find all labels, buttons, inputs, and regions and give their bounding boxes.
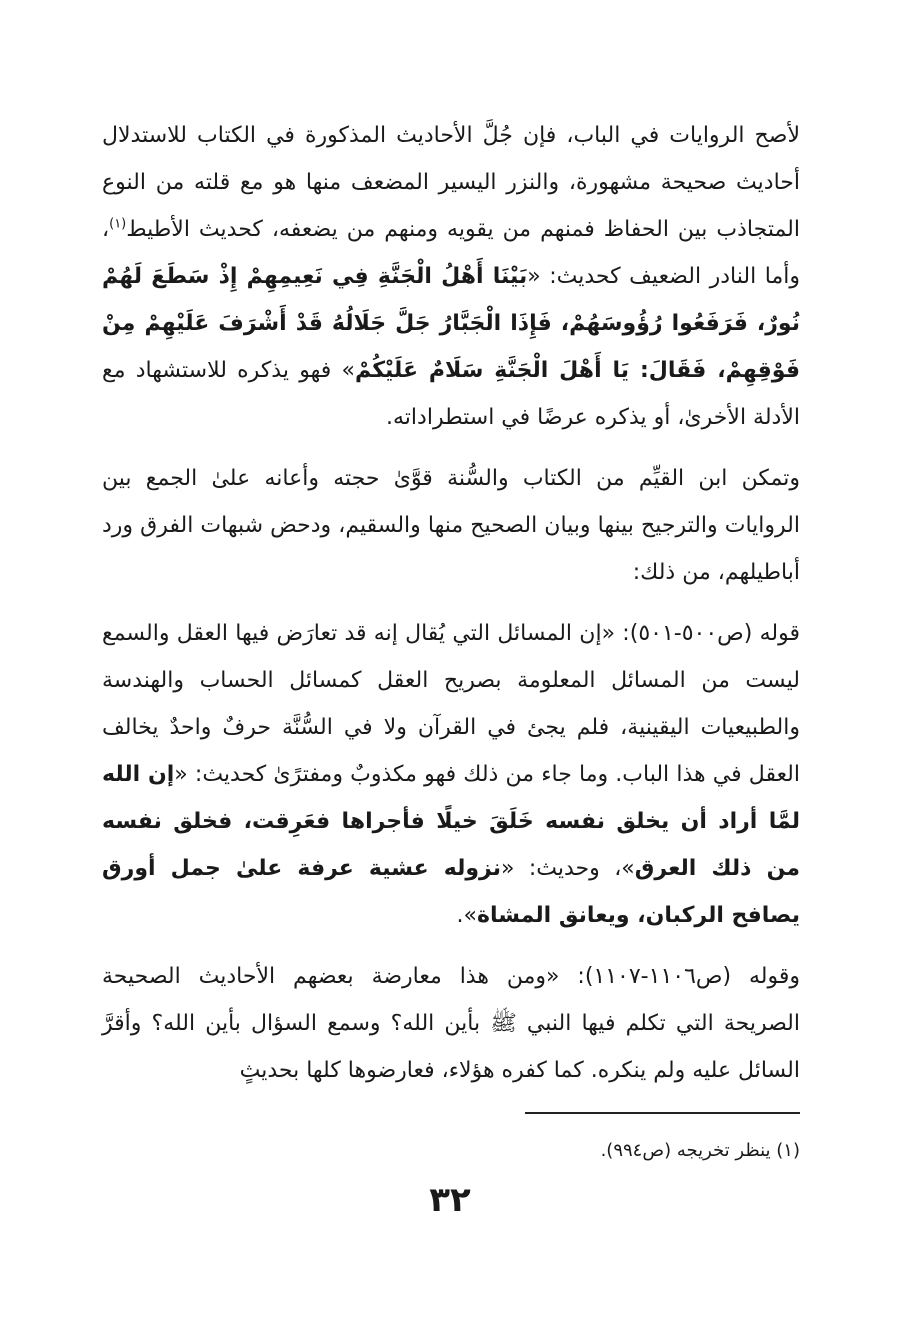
footnote-marker[interactable]: (١) xyxy=(109,216,127,232)
hadith-quote: بَيْنَا أَهْلُ الْجَنَّةِ فِي نَعِيمِهِمْ إِذْ سَطَعَ لَهُمْ نُورٌ، فَرَفَعُوا رُؤُوسَهُمْ، فَإِذَا الْجَبَّارُ جَلَّ جَلَالُهُ قَدْ أَشْرَفَ عَلَيْهِمْ مِنْ فَوْقِهِمْ، فَقَالَ: يَا أَهْلَ الْجَنَّةِ سَلَامٌ عَلَيْكُمْ xyxy=(102,264,800,383)
paragraph-4: وقوله (ص١١٠٦-١١٠٧): «ومن هذا معارضة بعضهم الأحاديث الصحيحة الصريحة التي تكلم فيها النبي ﷺ بأين الله؟ وسمع السؤال بأين الله؟ وأقرَّ السائل عليه ولم ينكره. كما كفره هؤلاء، فعارضوها كلها بحديثٍ xyxy=(102,964,800,1083)
paragraph-1-closing: » فهو يذكره للاستشهاد مع الأدلة الأخرىٰ، أو يذكره عرضًا في استطراداته. xyxy=(102,358,800,430)
page-number: ٣٢ xyxy=(429,1180,471,1220)
footnote: (١) ينظر تخريجه (ص٩٩٤). xyxy=(600,1140,800,1161)
footnote-divider xyxy=(525,1112,800,1114)
paragraph-3-end: ». xyxy=(456,903,477,928)
paragraph-1-text: لأصح الروايات في الباب، فإن جُلَّ الأحاديث المذكورة في الكتاب للاستدلال أحاديث صحيحة مشهورة، والنزر اليسير المضعف منها هو مع قلته من النوع المتجاذب بين الحفاظ فمنهم من يقويه ومنهم من يضعفه، كحديث الأطيط xyxy=(102,123,800,242)
page-body xyxy=(102,112,800,1108)
paragraph-1 xyxy=(102,112,800,441)
paragraph-3-text: قوله (ص٥٠٠-٥٠١): «إن المسائل التي يُقال إنه قد تعارَض فيها العقل والسمع ليست من المسائل المعلومة بصريح العقل كمسائل الحساب والهندسة والطبيعيات اليقينية، فلم يجئ في القرآن ولا في السُّنَّة حرفٌ واحدٌ يخالف العقل في هذا الباب. وما جاء من ذلك فهو مكذوبٌ ومفترًىٰ كحديث: « xyxy=(102,621,801,787)
hadith-quote-2: نزوله عشية عرفة علىٰ جمل أورق يصافح الركبان، ويعانق المشاة xyxy=(102,856,800,928)
paragraph-3 xyxy=(102,610,800,939)
paragraph-1-continuation: ، وأما النادر الضعيف كحديث: « xyxy=(102,217,800,289)
paragraph-3-middle: »، وحديث: « xyxy=(500,856,635,881)
paragraph-2: وتمكن ابن القيِّم من الكتاب والسُّنة قوَّىٰ حجته وأعانه علىٰ الجمع بين الروايات والترجيح بينها وبيان الصحيح منها والسقيم، ودحض شبهات الفرق ورد أباطيلهم، من ذلك: xyxy=(102,466,800,585)
hadith-quote-1: إن الله لمَّا أراد أن يخلق نفسه خَلَقَ خيلًا فأجراها فعَرِقت، فخلق نفسه من ذلك العرق xyxy=(102,762,800,881)
